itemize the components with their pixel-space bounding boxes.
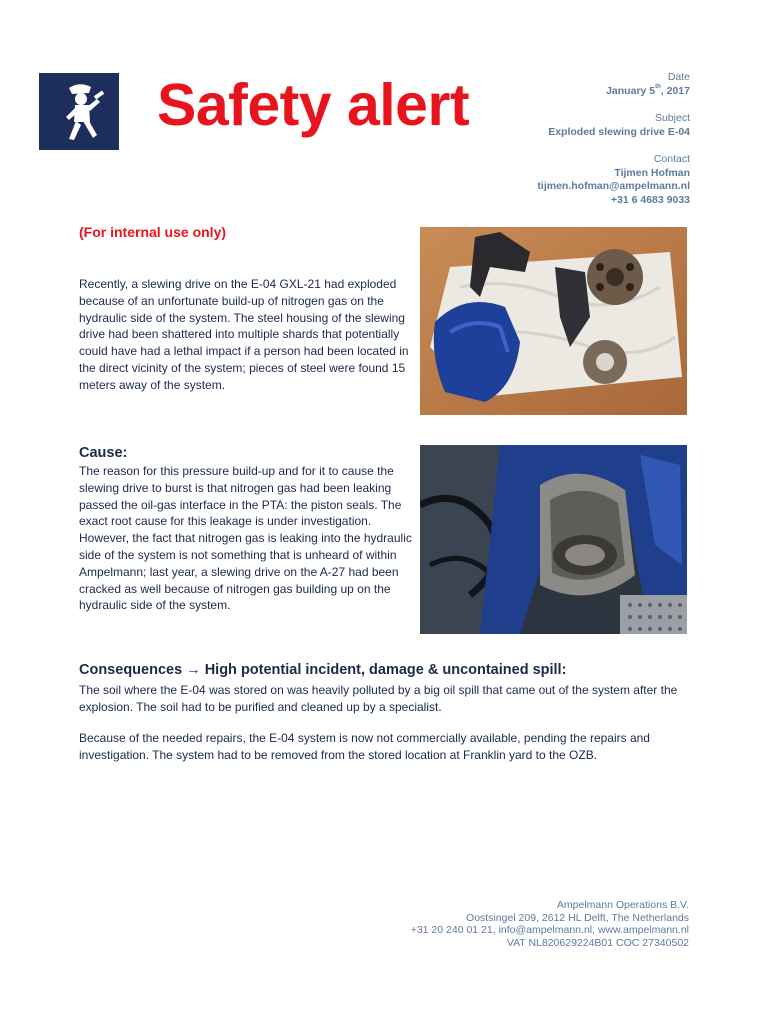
footer-contact[interactable]: +31 20 240 01 21, info@ampelmann.nl, www.ampelmann.nl <box>410 924 689 937</box>
photo-cracked-housing <box>420 445 687 634</box>
footer-vat: VAT NL820629224B01 COC 27340502 <box>506 936 689 949</box>
contact-label: Contact <box>653 153 690 165</box>
consequences-heading: Consequences → High potential incident, damage & uncontained spill: <box>79 662 567 678</box>
document-meta <box>537 71 690 207</box>
internal-use-note: (For internal use only) <box>79 224 227 240</box>
company-footer <box>411 899 689 949</box>
ampelmann-figure-icon <box>39 73 119 150</box>
date-year: , 2017 <box>660 84 690 97</box>
page-title: Safety alert <box>157 72 470 138</box>
date-label: Date <box>667 71 690 83</box>
date-value <box>537 85 690 99</box>
footer-company: Ampelmann Operations B.V. <box>556 899 689 911</box>
photo-exploded-parts <box>420 227 687 415</box>
intro-paragraph: Recently, a slewing drive on the E-04 GXL-21 had exploded because of an unfortunate build-up of nitrogen gas on the hydraulic side of the system. The steel housing of the slewing drive had been shattered into multiple shards that potentially could have had a lethal impact if a person had been located in the direct vicinity of the system; pieces of steel were found 15 meters away of the system. <box>79 277 409 392</box>
date-ordinal: th <box>655 83 661 90</box>
cause-heading: Cause: <box>79 445 128 461</box>
consequences-paragraph-1: The soil where the E-04 was stored on was heavily polluted by a big oil spill that came out of the system after the explosion. The soil had to be purified and cleaned up by a specialist. <box>79 683 678 714</box>
subject-label: Subject <box>654 112 690 124</box>
cause-paragraph: The reason for this pressure build-up and for it to cause the slewing drive to burst is that nitrogen gas had been leaking passed the oil-gas interface in the PTA: the piston seals. The exact root cause for this leakage is under investigation. However, the fact that nitrogen gas is leaking into the hydraulic side of the system is not something that is unheard of within Ampelmann; last year, a slewing drive on the A-27 had been cracked as well because of nitrogen gas building up on the hydraulic side of the system. <box>79 464 412 613</box>
date-day: January 5 <box>606 84 656 97</box>
footer-address: Oostsingel 209, 2612 HL Delft, The Netherlands <box>466 911 689 924</box>
contact-name: Tijmen Hofman <box>614 166 690 179</box>
contact-phone: +31 6 4683 9033 <box>610 193 690 206</box>
ampelmann-logo <box>39 73 119 150</box>
consequences-paragraph-2: Because of the needed repairs, the E-04 system is now not commercially available, pending the repairs and investigation. The system had to be removed from the stored location at Franklin yard to the OZB. <box>79 731 650 762</box>
contact-email[interactable]: tijmen.hofman@ampelmann.nl <box>537 180 690 192</box>
subject-value: Exploded slewing drive E-04 <box>548 125 690 138</box>
